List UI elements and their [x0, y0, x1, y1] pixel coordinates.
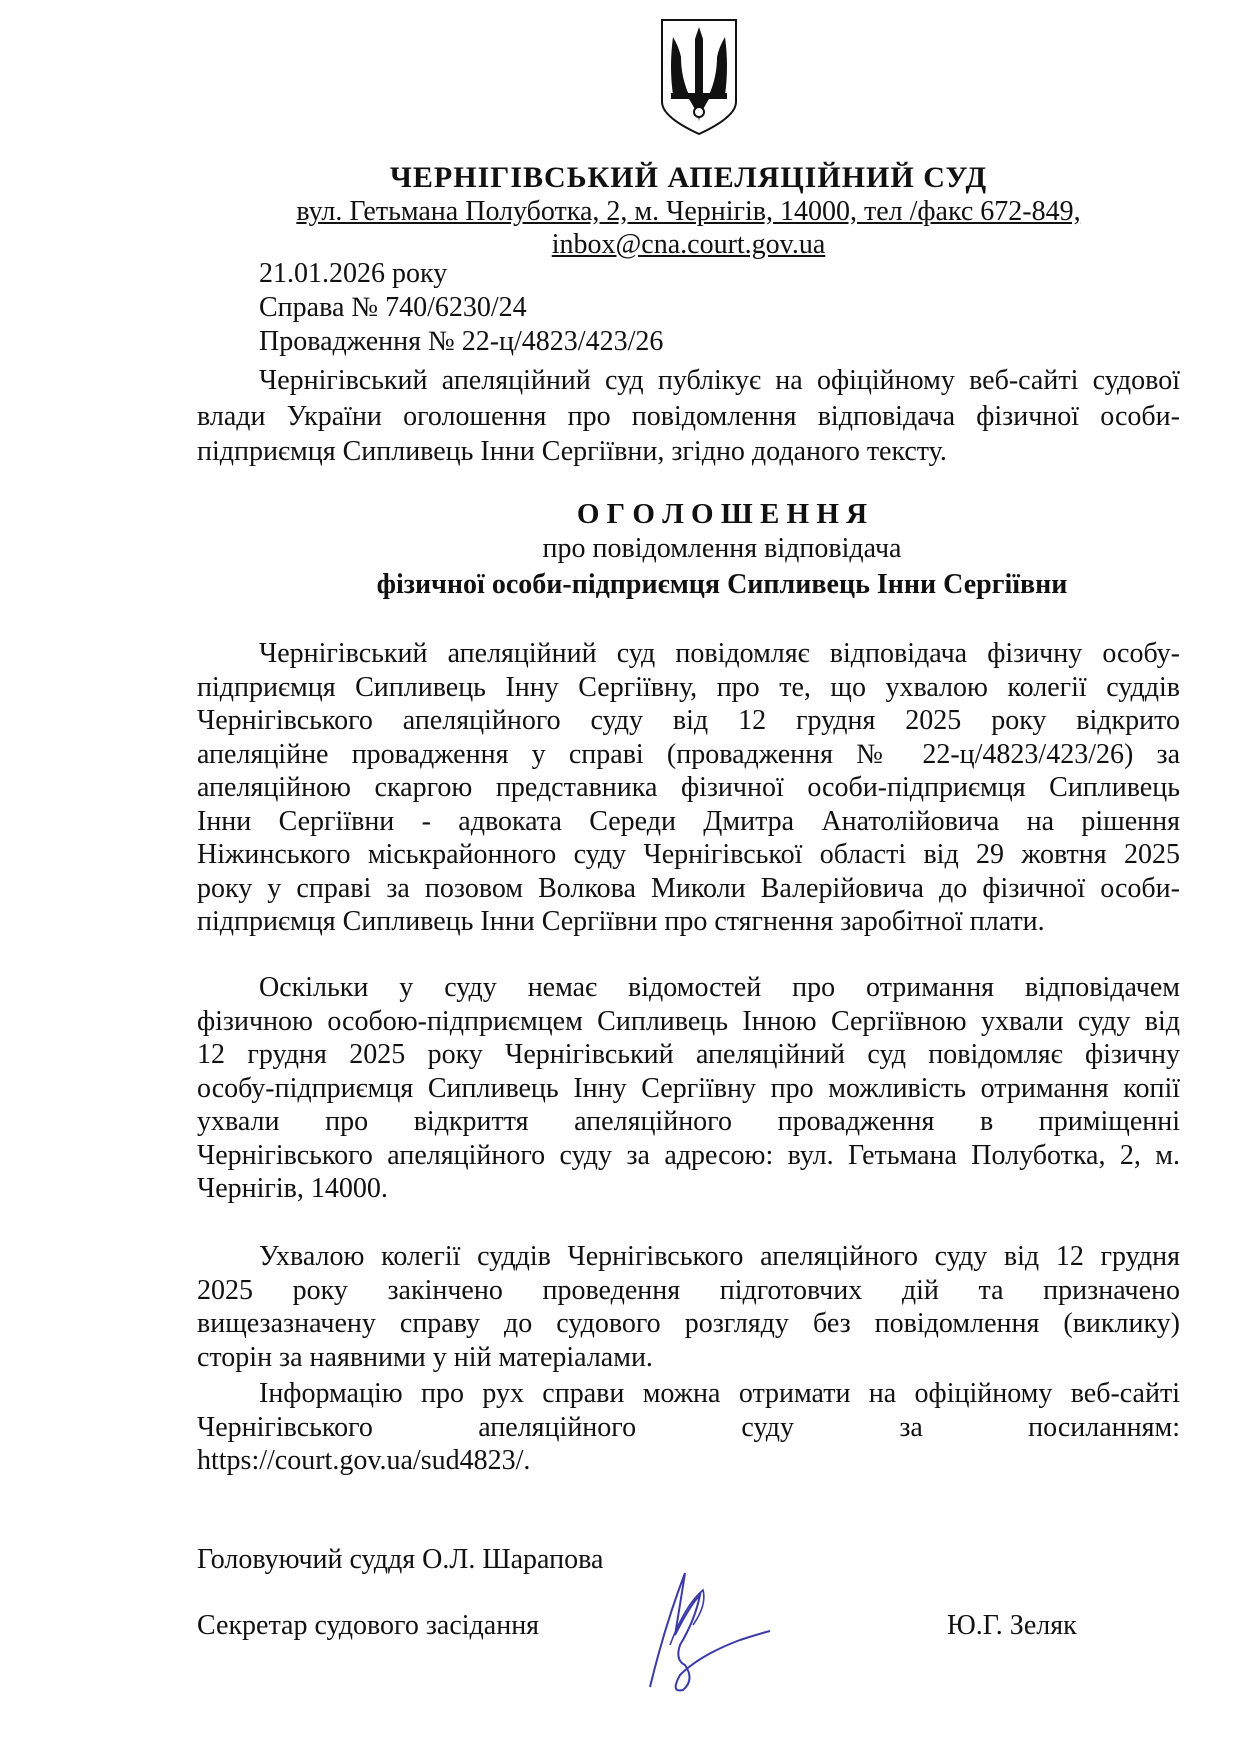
secretary-name: Ю.Г. Зеляк [947, 1610, 1077, 1641]
court-address: вул. Гетьмана Полуботка, 2, м. Чернігів, 14000, тел /факс 672-849, [296, 196, 1081, 227]
court-email[interactable]: inbox@cna.court.gov.ua [551, 229, 826, 260]
text-line: Чернігівського апеляційного суду від 12 грудня 2025 року відкрито [197, 705, 1180, 736]
text-line: апеляційне провадження у справі (провадження № 22-ц/4823/423/26) за [197, 738, 1180, 770]
text-line: апеляційною скаргою представника фізичної особи-підприємця Сипливець [197, 772, 1180, 803]
text-line: 2025 року закінчено проведення підготовчих дій та призначено [197, 1274, 1180, 1306]
court-address-line [197, 195, 1180, 229]
text-line: https://court.gov.ua/sud4823/. [197, 1445, 531, 1476]
text-line: 12 грудня 2025 року Чернігівський апеляційний суд повідомляє фізичну [197, 1039, 1180, 1070]
text-line: Ніжинського міськрайонного суду Чернігівської області від 29 жовтня 2025 [197, 839, 1180, 870]
text-line: підприємця Сипливець Інну Сергіївну, про те, що ухвалою колегії суддів [197, 671, 1180, 703]
text-line: Чернігів, 14000. [197, 1173, 388, 1204]
court-name: ЧЕРНІГІВСЬКИЙ АПЕЛЯЦІЙНИЙ СУД [389, 161, 988, 194]
announcement-title: О Г О Л О Ш Е Н Н Я [576, 498, 868, 530]
text-line: фізичною особою-підприємцем Сипливець Інною Сергіївною ухвали суду від [197, 1005, 1180, 1037]
text-line: Інни Сергіївни - адвоката Середи Дмитра Анатолійовича на рішення [197, 805, 1180, 837]
text-line: Чернігівського апеляційного суду за адресою: вул. Гетьмана Полуботка, 2, м. [197, 1139, 1180, 1171]
text-line: ухвали про відкриття апеляційного провадження в приміщенні [197, 1106, 1180, 1137]
text-line: влади України оголошення про повідомлення відповідача фізичної особи- [197, 401, 1180, 432]
text-line: Оскільки у суду немає відомостей про отримання відповідачем [259, 972, 1180, 1003]
text-line: сторін за наявними у ній матеріалами. [197, 1341, 653, 1373]
handwritten-signature [645, 1565, 775, 1695]
proceeding-number: Провадження № 22-ц/4823/423/26 [259, 326, 664, 357]
text-line: року у справі за позовом Волкова Миколи Валерійовича до фізичної особи- [197, 872, 1180, 904]
text-line: Інформацію про рух справи можна отримати на офіційному веб-сайті [259, 1378, 1180, 1409]
text-line: Чернігівський апеляційний суд публікує на офіційному веб-сайті судової [259, 365, 1180, 396]
text-line: Ухвалою колегії суддів Чернігівського апеляційного суду від 12 грудня [259, 1241, 1180, 1272]
document-date: 21.01.2026 року [259, 258, 448, 289]
text-line: підприємця Сипливець Інни Сергіївни про стягнення заробітної плати. [197, 906, 1045, 937]
coat-of-arms-icon [659, 17, 739, 137]
presiding-judge: Головуючий суддя О.Л. Шарапова [197, 1544, 604, 1575]
text-line: вищезазначену справу до судового розгляду без повідомлення (виклику) [197, 1308, 1180, 1339]
case-number: Справа № 740/6230/24 [259, 292, 527, 323]
announcement-subject: фізичної особи-підприємця Сипливець Інни Сергіївни [376, 569, 1068, 600]
text-line: підприємця Сипливець Інни Сергіївни, згідно доданого тексту. [197, 436, 947, 467]
secretary-label: Секретар судового засідання [197, 1610, 540, 1641]
text-line: Чернігівський апеляційний суд повідомляє відповідача фізичну особу- [259, 638, 1180, 669]
text-line: особу-підприємця Сипливець Інну Сергіївну про можливість отримання копії [197, 1072, 1180, 1104]
announcement-subtitle: про повідомлення відповідача [542, 533, 902, 564]
text-line: Чернігівського апеляційного суду за посиланням: [197, 1411, 1180, 1443]
